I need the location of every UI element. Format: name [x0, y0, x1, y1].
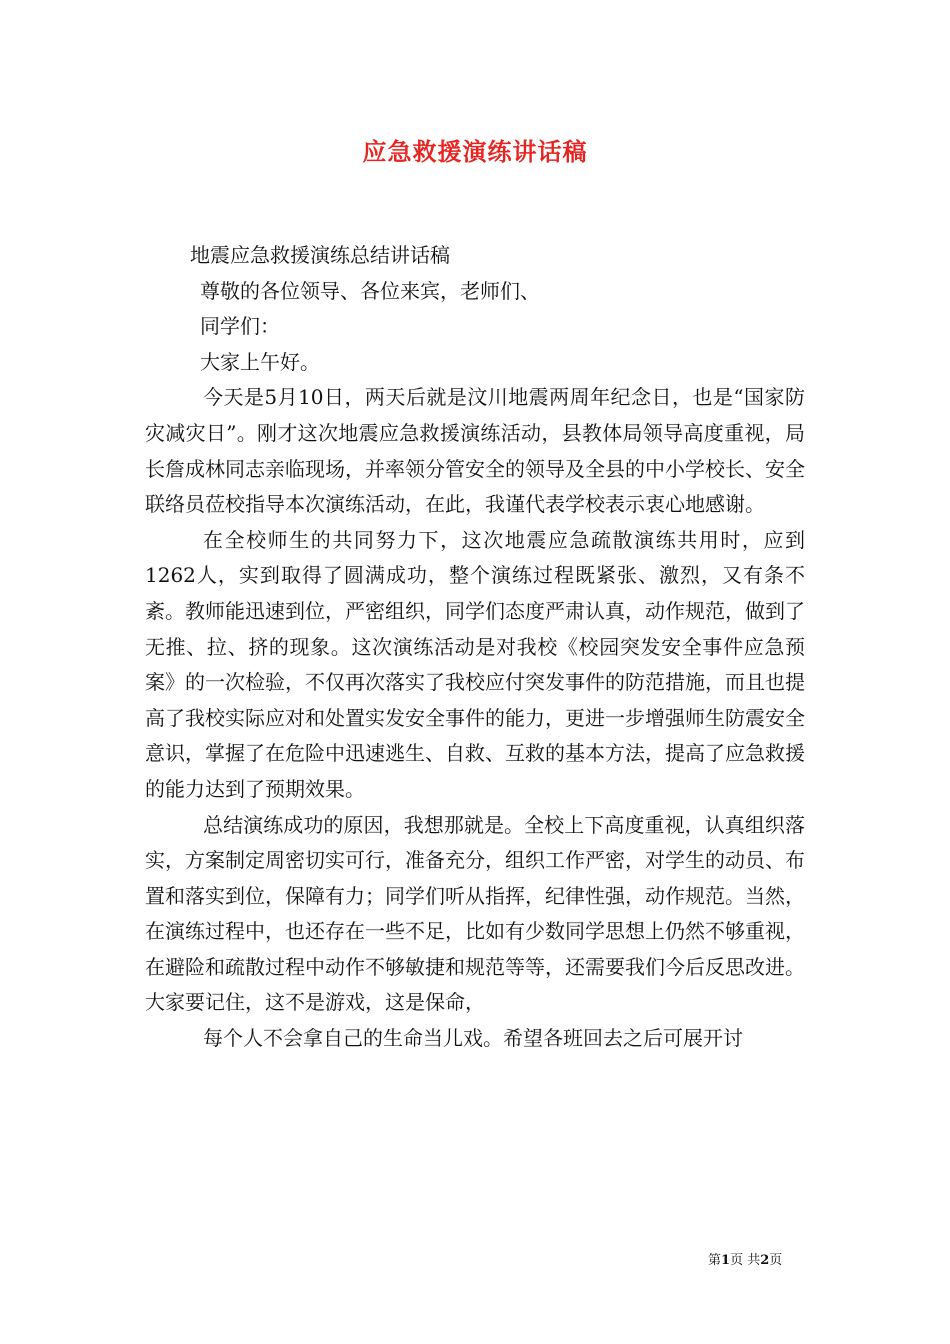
body-paragraph: 每个人不会拿自己的生命当儿戏。希望各班回去之后可展开讨: [203, 1026, 743, 1051]
subtitle-line: 地震应急救援演练总结讲话稿: [190, 243, 450, 267]
document-body: [145, 238, 805, 1057]
page-number-footer: [708, 1249, 782, 1268]
greeting-line: 大家上午好。: [200, 349, 320, 374]
body-paragraph: 总结演练成功的原因，我想那就是。全校上下高度重视，认真组织落实，方案制定周密切实可行，准备充分，组织工作严密，对学生的动员、布置和落实到位，保障有力；同学们听从指挥，纪律性强，动作规范。当然，在演练过程中，也还存在一些不足，比如有少数同学思想上仍然不够重视，在避险和疏散过程中动作不够敏捷和规范等等，还需要我们今后反思改进。大家要记住，这不是游戏，这是保命，: [145, 812, 805, 1015]
body-paragraph: 在全校师生的共同努力下，这次地震应急疏散演练共用时，应到1262人，实到取得了圆满成功，整个演练过程既紧张、激烈，又有条不紊。教师能迅速到位，严密组织，同学们态度严肃认真，动作规范，做到了无推、拉、挤的现象。这次演练活动是对我校《校园突发安全事件应急预案》的一次检验，不仅再次落实了我校应付突发事件的防范措施，而且也提高了我校实际应对和处置实发安全事件的能力，更进一步增强师生防震安全意识，掌握了在危险中迅速逃生、自救、互救的基本方法，提高了应急救援的能力达到了预期效果。: [145, 527, 805, 801]
greeting-line: 同学们：: [200, 314, 280, 339]
total-pages-number: 2: [760, 1253, 770, 1268]
greeting-line: 尊敬的各位领导、各位来宾，老师们、: [200, 278, 540, 303]
footer-suffix: 页: [769, 1253, 783, 1268]
body-paragraph: 今天是5月10日，两天后就是汶川地震两周年纪念日，也是“国家防灾减灾日”。刚才这次地震应急救援演练活动，县教体局领导高度重视，局长詹成林同志亲临现场，并率领分管安全的领导及全县的中小学校长、安全联络员莅校指导本次演练活动，在此，我谨代表学校表示衷心地感谢。: [145, 385, 805, 517]
footer-middle: 页 共: [730, 1253, 761, 1268]
document-title: 应急救援演练讲话稿: [362, 137, 588, 166]
current-page-number: 1: [721, 1253, 731, 1268]
footer-prefix: 第: [708, 1253, 722, 1268]
